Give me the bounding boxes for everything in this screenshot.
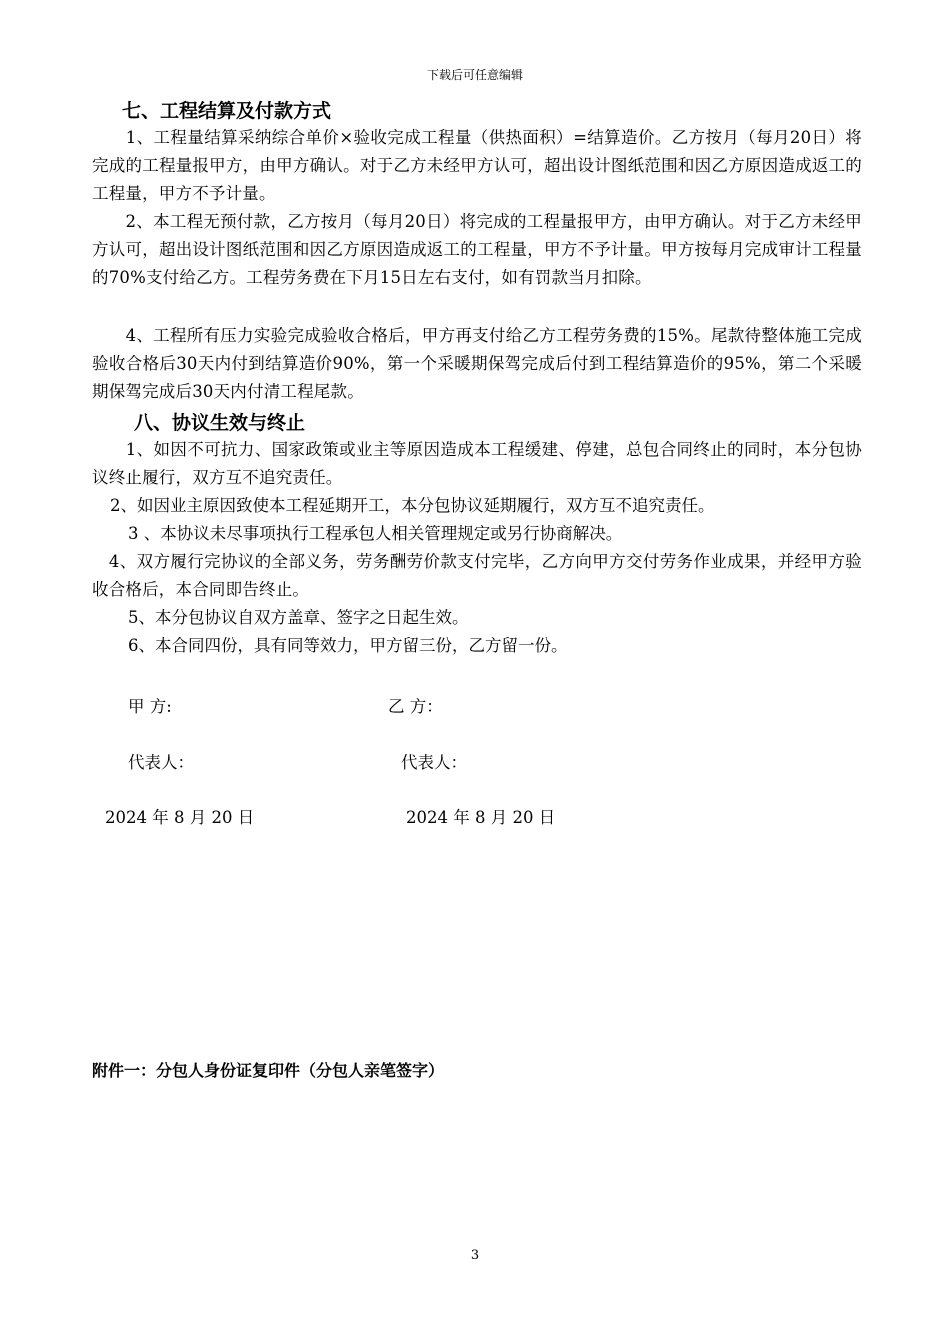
page-number: 3	[470, 1248, 480, 1263]
section-7-paragraph-4: 4、工程所有压力实验完成验收合格后，甲方再支付给乙方工程劳务费的15%。尾款待整体施工完成验收合格后30天内付到结算造价90%，第一个采暖期保驾完成后付到工程结算造价的95%，第二个采暖期保驾完成后30天内付清工程尾款。	[92, 326, 862, 401]
section-7-paragraph-1: 1、工程量结算采纳综合单价×验收完成工程量（供热面积）=结算造价。乙方按月（每月20日）将完成的工程量报甲方，由甲方确认。对于乙方未经甲方认可，超出设计图纸范围和因乙方原因造成返工的工程量，甲方不予计量。	[92, 128, 862, 203]
section-8-paragraph-6: 6、本合同四份，具有同等效力，甲方留三份，乙方留一份。	[128, 636, 568, 655]
section-8-paragraph-3: 3 、本协议未尽事项执行工程承包人相关管理规定或另行协商解决。	[128, 524, 623, 543]
section-8-paragraph-5: 5、本分包协议自双方盖章、签字之日起生效。	[128, 608, 469, 627]
party-a-date: 2024 年 8 月 20 日	[105, 808, 255, 827]
section-8-paragraph-4: 4、双方履行完协议的全部义务，劳务酬劳价款支付完毕，乙方向甲方交付劳务作业成果，并经甲方验收合格后，本合同即告终止。	[92, 552, 862, 599]
party-a-representative-label: 代表人：	[128, 753, 194, 772]
section-8-paragraph-1: 1、如因不可抗力、国家政策或业主等原因造成本工程缓建、停建，总包合同终止的同时，本分包协议终止履行，双方互不追究责任。	[92, 440, 862, 487]
page-header-note: 下载后可任意编辑	[426, 68, 523, 82]
party-a-label: 甲 方:	[128, 697, 172, 716]
section-7-paragraph-2: 2、本工程无预付款，乙方按月（每月20日）将完成的工程量报甲方，由甲方确认。对于乙方未经甲方认可，超出设计图纸范围和因乙方原因造成返工的工程量，甲方不予计量。甲方按每月完成审计工程量的70%支付给乙方。工程劳务费在下月15日左右支付，如有罚款当月扣除。	[92, 212, 862, 287]
section-8-paragraph-2: 2、如因业主原因致使本工程延期开工，本分包协议延期履行，双方互不追究责任。	[110, 496, 715, 515]
party-b-representative-label: 代表人：	[401, 753, 467, 772]
section-7-title: 七、工程结算及付款方式	[122, 100, 332, 122]
party-b-label: 乙 方：	[388, 697, 443, 716]
party-b-date: 2024 年 8 月 20 日	[406, 808, 556, 827]
section-8-title: 八、协议生效与终止	[134, 412, 306, 434]
attachment-title: 附件一：分包人身份证复印件（分包人亲笔签字）	[92, 1061, 445, 1080]
